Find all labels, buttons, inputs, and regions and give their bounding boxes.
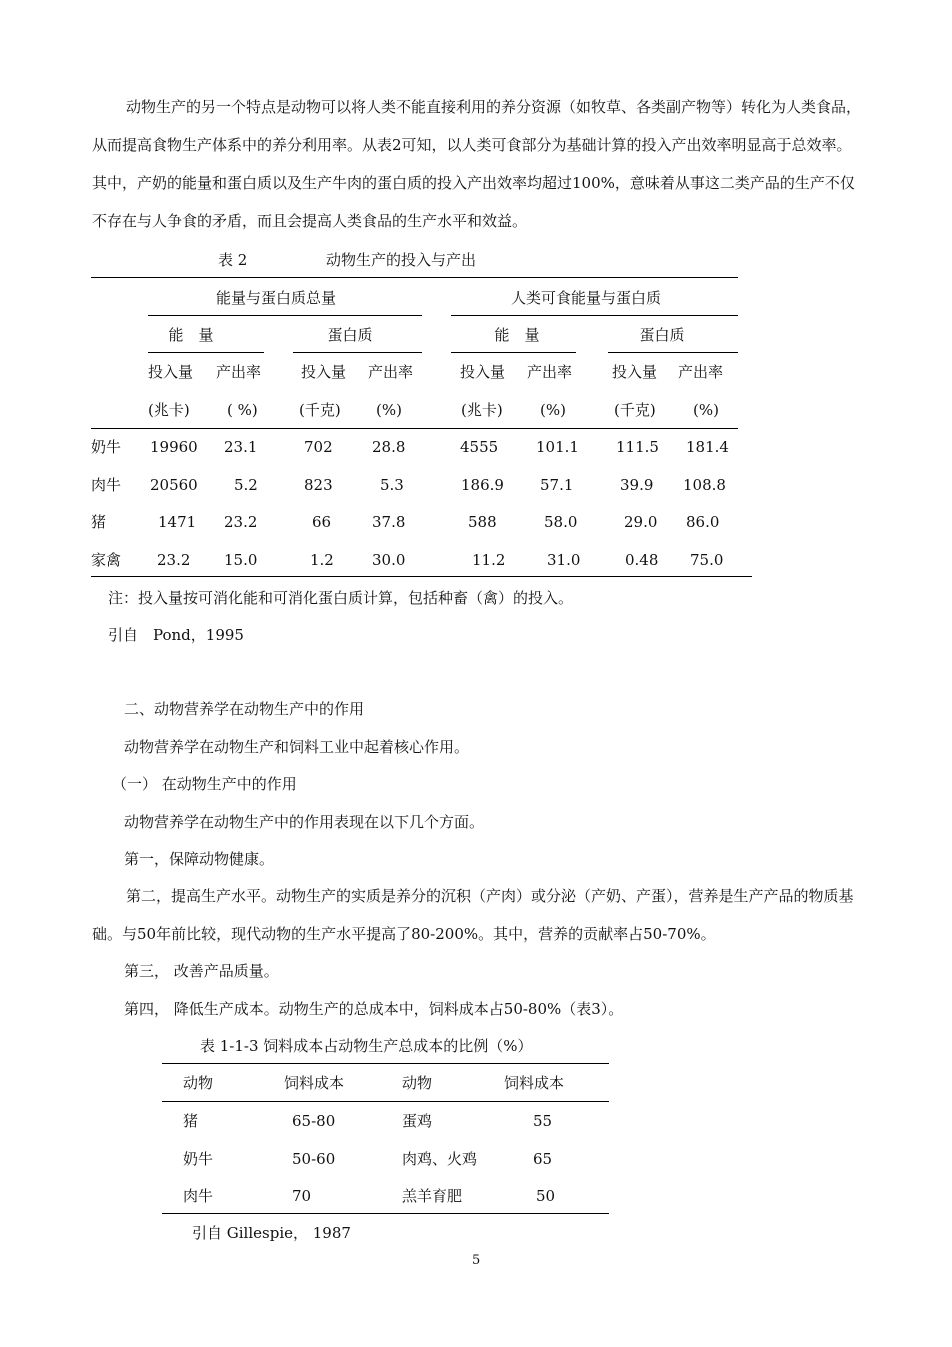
table3-cell: 55 <box>533 1112 553 1130</box>
point4: 第四， 降低生产成本。动物生产的总成本中，饲料成本占50-80%（表3）。 <box>124 1000 624 1018</box>
table2-cell: 1.2 <box>310 551 334 569</box>
table2-cell: 5.3 <box>380 476 404 494</box>
table3-header: 动物 <box>402 1074 433 1092</box>
table2-cell: 111.5 <box>616 438 659 456</box>
table2-cell: 66 <box>312 513 332 531</box>
table2-sub-rule-3 <box>451 352 576 353</box>
table3-header: 动物 <box>183 1074 214 1092</box>
table2-cell: 19960 <box>150 438 198 456</box>
section2-heading: 二、动物营养学在动物生产中的作用 <box>124 700 365 718</box>
table3-top-rule <box>162 1063 609 1064</box>
point3: 第三， 改善产品质量。 <box>124 962 279 980</box>
table2-unit-kg: (千克) <box>299 401 341 419</box>
table2-col-output: 产出率 <box>678 363 724 381</box>
table3-cell: 蛋鸡 <box>402 1112 433 1130</box>
point1: 第一，保障动物健康。 <box>124 850 275 868</box>
table2-cell: 20560 <box>150 476 198 494</box>
table2-row-animal: 猪 <box>91 513 107 531</box>
table3-cell: 肉牛 <box>183 1187 214 1205</box>
table2-cell: 0.48 <box>625 551 659 569</box>
table2-cell: 57.1 <box>540 476 574 494</box>
table2-unit-pct: (%) <box>376 401 402 419</box>
table2-cell: 75.0 <box>690 551 724 569</box>
table3-cell: 猪 <box>183 1112 199 1130</box>
table2-cell: 29.0 <box>624 513 658 531</box>
sub1-heading: （一） 在动物生产中的作用 <box>112 775 297 793</box>
table2-cell: 11.2 <box>472 551 506 569</box>
table2-group-total: 能量与蛋白质总量 <box>215 289 337 307</box>
table2-unit-pct: (%) <box>540 401 566 419</box>
table2-note: 注：投入量按可消化能和可消化蛋白质计算，包括种畜（禽）的投入。 <box>108 589 574 607</box>
table2-cell: 86.0 <box>686 513 720 531</box>
table2-cell: 39.9 <box>620 476 654 494</box>
table2-col-input: 投入量 <box>612 363 658 381</box>
table2-sub-energy-edible: 能 量 <box>494 326 540 344</box>
table2-col-input: 投入量 <box>460 363 506 381</box>
table2-cell: 31.0 <box>547 551 581 569</box>
table2-sub-energy: 能 量 <box>168 326 214 344</box>
table2-sub-protein: 蛋白质 <box>327 326 373 344</box>
table2-header-bottom-rule <box>91 428 738 429</box>
table3-cell: 羔羊育肥 <box>402 1187 463 1205</box>
table2-cell: 23.2 <box>224 513 258 531</box>
table2-sub-rule-2 <box>293 352 422 353</box>
table2-cell: 37.8 <box>372 513 406 531</box>
table2-group-edible: 人类可食能量与蛋白质 <box>510 289 662 307</box>
table2-cell: 108.8 <box>683 476 726 494</box>
table2-sub-protein-edible: 蛋白质 <box>639 326 685 344</box>
table2-cell: 186.9 <box>461 476 504 494</box>
table2-col-input: 投入量 <box>301 363 347 381</box>
table3-cell: 奶牛 <box>183 1150 214 1168</box>
sub1-intro: 动物营养学在动物生产中的作用表现在以下几个方面。 <box>124 813 485 831</box>
table2-unit-kg: (千克) <box>614 401 656 419</box>
table2-cell: 181.4 <box>686 438 729 456</box>
table2-row-animal: 家禽 <box>91 551 122 569</box>
table2-top-rule <box>91 277 738 278</box>
table2-unit-pct: (%) <box>693 401 719 419</box>
table2-sub-rule-4 <box>608 352 738 353</box>
table3-cell: 肉鸡、火鸡 <box>402 1150 478 1168</box>
table2-cell: 588 <box>468 513 497 531</box>
table2-cell: 28.8 <box>372 438 406 456</box>
table2-caption-number: 表 2 <box>218 251 248 269</box>
table3-cell: 70 <box>292 1187 312 1205</box>
table2-cell: 4555 <box>460 438 499 456</box>
table2-cell: 101.1 <box>536 438 579 456</box>
table2-bottom-rule <box>91 576 752 577</box>
point2-paragraph: 第二，提高生产水平。动物生产的实质是养分的沉积（产肉）或分泌（产奶、产蛋），营养是生产产品的物质基础。与50年前比较，现代动物的生产水平提高了80-200%。其中，营养的贡献率占50-70%。 <box>92 887 854 943</box>
table3-caption: 表 1-1-3 饲料成本占动物生产总成本的比例（%） <box>200 1037 533 1055</box>
intro-paragraph: 动物生产的另一个特点是动物可以将人类不能直接利用的养分资源（如牧草、各类副产物等）转化为人类食品，从而提高食物生产体系中的养分利用率。从表2可知，以人类可食部分为基础计算的投入产出效率明显高于总效率。其中，产奶的能量和蛋白质以及生产牛肉的蛋白质的投入产出效率均超过100%，意味着从事这二类产品的生产不仅不存在与人争食的矛盾，而且会提高人类食品的生产水平和效益。 <box>92 98 862 230</box>
table2-cell: 1471 <box>158 513 197 531</box>
table2-unit-mcal: (兆卡) <box>461 401 503 419</box>
table2-unit-mcal: (兆卡) <box>148 401 190 419</box>
table2-col-output: 产出率 <box>368 363 414 381</box>
table3-cell: 50 <box>536 1187 556 1205</box>
table2-col-input: 投入量 <box>148 363 194 381</box>
table3-cell: 50-60 <box>292 1150 336 1168</box>
section2-intro: 动物营养学在动物生产和饲料工业中起着核心作用。 <box>124 738 470 756</box>
table2-group-rule-edible <box>451 315 738 316</box>
table2-cell: 15.0 <box>224 551 258 569</box>
table2-caption-title: 动物生产的投入与产出 <box>326 251 477 269</box>
table2-unit-pct: ( %) <box>227 401 258 419</box>
table2-sub-rule-1 <box>148 352 264 353</box>
table3-cell: 65-80 <box>292 1112 336 1130</box>
table2-cell: 30.0 <box>372 551 406 569</box>
table3-source: 引自 Gillespie， 1987 <box>192 1224 351 1242</box>
table2-row-animal: 肉牛 <box>91 476 122 494</box>
table2-cell: 702 <box>304 438 333 456</box>
table2-cell: 5.2 <box>234 476 258 494</box>
table3-bottom-rule <box>162 1213 609 1214</box>
table3-header-rule <box>162 1101 609 1102</box>
table2-row-animal: 奶牛 <box>91 438 122 456</box>
page-number: 5 <box>472 1253 481 1268</box>
table2-col-output: 产出率 <box>527 363 573 381</box>
table2-source: 引自 Pond，1995 <box>108 626 244 644</box>
table2-group-rule-total <box>148 315 422 316</box>
table2-cell: 823 <box>304 476 333 494</box>
table2-cell: 23.2 <box>157 551 191 569</box>
table3-cell: 65 <box>533 1150 553 1168</box>
table3-header: 饲料成本 <box>284 1074 345 1092</box>
table2-cell: 23.1 <box>224 438 258 456</box>
table2-col-output: 产出率 <box>216 363 262 381</box>
table2-cell: 58.0 <box>544 513 578 531</box>
table3-header: 饲料成本 <box>504 1074 565 1092</box>
